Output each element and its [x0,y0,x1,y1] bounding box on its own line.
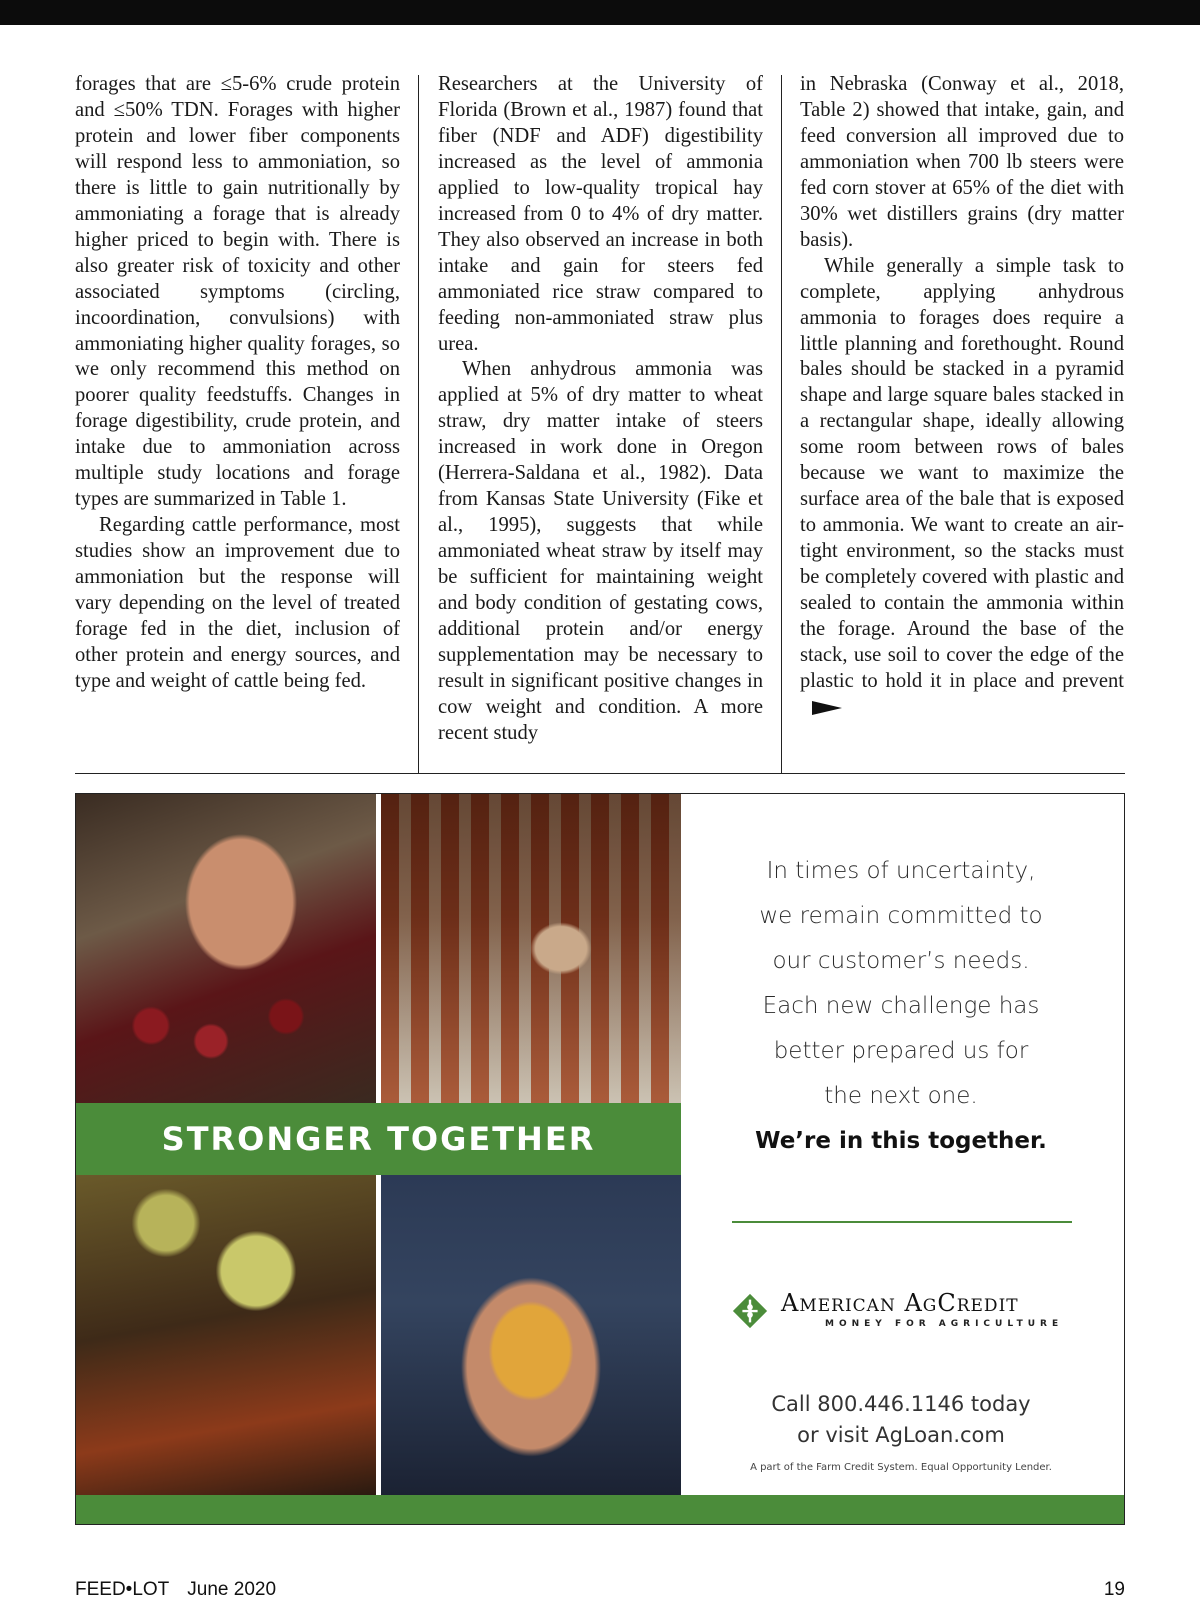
article-bottom-rule [75,773,1125,774]
ad-phone[interactable]: Call 800.446.1146 today [771,1392,1031,1416]
footer-left [75,1579,276,1601]
article-column-3 [800,72,1124,721]
article-column-1 [75,72,400,695]
photo-corn-kernels [381,1175,681,1495]
article-paragraph: forages that are ≤5-6% crude protein and ≤50% TDN. Forages with higher protein and lower fiber components will respond less to ammoniation, so there is little to gain nutritionally by ammoniating a forage that is already higher priced to begin with. There is also greater risk of toxicity and other associated symptoms (circling, incoordination, convulsions) with ammoniating higher quality forages, so we only recommend this method on poorer quality feedstuffs. Changes in forage digestibility, crude protein, and intake due to ammoniation across multiple study locations and forage types are summarized in Table 1. [75,73,400,511]
top-black-bar [0,0,1200,25]
article-paragraph-text: While generally a simple task to complete, applying anhydrous ammonia to forages does require a little planning and forethought. Round bales should be stacked in a pyramid shape and large square bales stacked in a rectangular shape, ideally allowing some room between rows of bales because we want to maximize the surface area of the bale that is exposed to ammonia. We want to create an air-tight environment, so the stacks must be completely covered with plastic and sealed to contain the ammonia within the forage. Around the base of the stack, use soil to cover the edge of the plastic to hold it in place and prevent [800,254,1124,692]
ad-message-line: Each new challenge has [762,993,1040,1019]
article-paragraph: in Nebraska (Conway et al., 2018, Table 2) showed that intake, gain, and feed conversion all improved due to ammoniation when 700 lb steers were fed corn stover at 65% of the diet with 30% wet distillers grains (dry matter basis). [800,73,1124,251]
ad-contact [696,1389,1106,1451]
ad-green-bar [76,1495,1124,1524]
advertisement[interactable] [75,793,1125,1525]
article-column-2 [438,72,763,747]
ad-message-line: we remain committed to [759,903,1043,929]
ad-message-bold: We’re in this together. [755,1128,1047,1154]
photo-grape-harvest [76,1175,376,1495]
column-divider [781,75,782,773]
page-number: 19 [1103,1579,1125,1600]
photo-coffee-cherries [76,794,376,1103]
logo-tagline: MONEY FOR AGRICULTURE [825,1319,1064,1329]
article-paragraph: Researchers at the University of Florida (Brown et al., 1987) found that fiber (NDF and ADF) digestibility increased as the level of ammonia applied to low-quality tropical hay increased from 0 to 4% of dry matter. They also observed an increase in both intake and gain for steers fed ammoniated rice straw compared to feeding non-ammoniated straw plus urea. [438,73,763,355]
ad-fine-print: A part of the Farm Credit System. Equal Opportunity Lender. [750,1462,1052,1473]
ad-message-line: better prepared us for [773,1038,1029,1064]
column-divider [418,75,419,773]
ad-message-line: the next one. [824,1083,978,1109]
article-paragraph: When anhydrous ammonia was applied at 5% of dry matter to wheat straw, dry matter intake of steers increased in work done in Oregon (Herrera-Saldana et al., 1982). Data from Kansas State University (Fike et al., 1995), suggests that while ammoniated wheat straw by itself may be sufficient for maintaining weight and body condition of gestating cows, additional protein and/or energy supplementation may be necessary to result in significant positive changes in cow weight and condition. A more recent study [438,358,763,744]
issue-date: June 2020 [187,1579,277,1600]
article-paragraph [800,254,1124,721]
ad-message-line: In times of uncertainty, [766,858,1036,884]
ad-message [696,849,1106,1164]
leaf-diamond-icon [731,1292,769,1330]
ad-banner: STRONGER TOGETHER [76,1103,681,1175]
logo-name: American AgCredit [781,1289,1019,1317]
photo-dairy-bottling [381,794,681,1103]
ad-website-link[interactable]: or visit AgLoan.com [797,1423,1005,1447]
article-paragraph: Regarding cattle performance, most studies show an improvement due to ammoniation but the response will vary depending on the level of treated forage fed in the diet, inclusion of other protein and energy sources, and type and weight of cattle being fed. [75,514,400,692]
continue-arrow-icon [812,701,842,715]
ad-divider-line [732,1221,1072,1223]
publication-name: FEED•LOT [75,1579,170,1600]
american-agcredit-logo[interactable] [731,1284,1081,1344]
ad-message-line: our customer’s needs. [772,948,1030,974]
